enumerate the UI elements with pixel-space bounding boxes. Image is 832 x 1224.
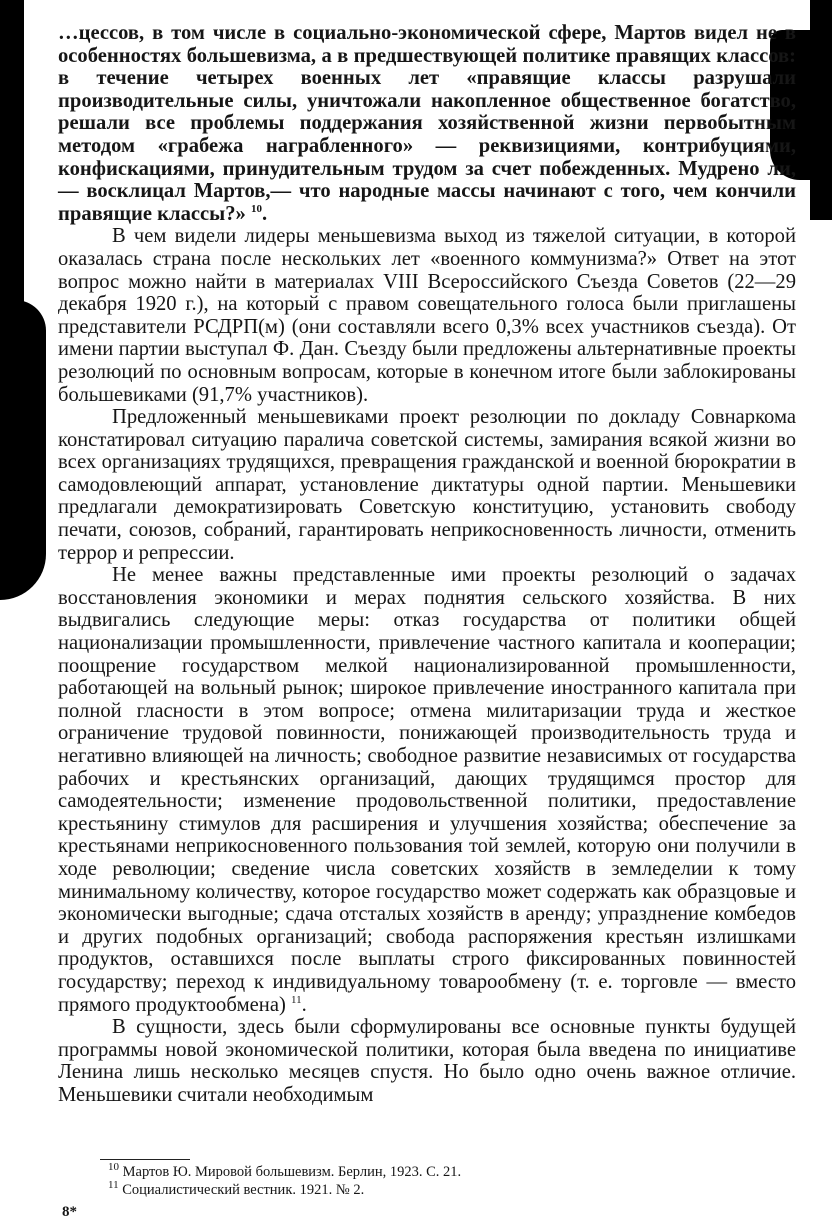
paragraph-5: В сущности, здесь были сформулированы все основные пункты будущей программы новой экономической политики, которая была введена по инициативе Ленина лишь несколько месяцев спустя. Но было одно очень важное отличие. Меньшевики считали необходимым	[58, 1016, 796, 1106]
scan-shadow-left	[0, 0, 24, 330]
scan-shadow-right	[810, 0, 832, 220]
paragraph-1: …цессов, в том числе в социально-экономической сфере, Мартов видел не в особенностях большевизма, а в предшествующей политике правящих классов: в течение четырех военных лет «правящие классы разрушали производительные силы, уничтожали накопленное общественное богатство, решали все проблемы поддержания хозяйственной жизни первобытным методом «грабежа награбленного» — реквизициями, контрибуциями, конфискациями, принудительным трудом за счет побежденных. Мудрено ли,— восклицал Мартов,— что народные массы начинают с того, чем кончили правящие классы?» $^{10}$.	[58, 22, 796, 225]
footnote-10: $^{10}$ Мартов Ю. Мировой большевизм. Берлин, 1923. С. 21.	[108, 1161, 462, 1180]
footnote-ref-10: 10	[250, 202, 262, 215]
scan-shadow-left-blot	[0, 300, 46, 600]
paragraph-3: Предложенный меньшевиками проект резолюции по докладу Совнаркома констатировал ситуацию паралича советской системы, замирания всякой жизни во всех организациях трудящихся, превращения гражданской и военной бюрократии в самодовлеющий аппарат, установление диктатуры одной партии. Меньшевики предлагали демократизировать Советскую конституцию, установить свободу печати, союзов, собраний, гарантировать неприкосновенность личности, отменить террор и репрессии.	[58, 406, 796, 564]
footnote-ref-11: 11	[290, 993, 302, 1006]
paragraph-2: В чем видели лидеры меньшевизма выход из тяжелой ситуации, в которой оказалась страна после нескольких лет «военного коммунизма?» Ответ на этот вопрос можно найти в материалах VIII Всероссийского Съезда Советов (22—29 декабря 1920 г.), на который с правом совещательного голоса были приглашены представители РСДРП(м) (они составляли всего 0,3% всех участников съезда). От имени партии выступал Ф. Дан. Съезду были предложены альтернативные проекты резолюций по основным вопросам, которые в конечном итоге были заблокированы большевиками (91,7% участников).	[58, 225, 796, 406]
paragraph-4: Не менее важны представленные ими проекты резолюций о задачах восстановления экономики и мерах поднятия сельского хозяйства. В них выдвигались следующие меры: отказ государства от политики общей национализации промышленности, привлечение частного капитала и кооперации; поощрение государством мелкой национализированной промышленности, работающей на вольный рынок; широкое привлечение иностранного капитала при полной гласности в этом вопросе; отмена милитаризации труда и жесткое ограничение трудовой повинности, понижающей производительность труда и негативно влияющей на личность; свободное развитие независимых от государства рабочих и крестьянских организаций, дающих трудящимся простор для самодеятельности; изменение продовольственной политики, предоставление крестьянину стимулов для расширения и улучшения хозяйства; обеспечение за крестьянами неприкосновенного пользования той землей, которую они получили в ходе революции; сведение числа советских хозяйств в земледелии к тому минимальному количеству, которое государство может содержать как образцовые и экономически выгодные; сдача отсталых хозяйств в аренду; упразднение комбедов и других подобных организаций; свобода распоряжения крестьян излишками продуктов, оставшихся после выплаты строго фиксированных повинностей государству; переход к индивидуальному товарообмену (т. е. торговле — вместо прямого продуктообмена) $^{11}$.	[58, 564, 796, 1016]
body-text	[58, 22, 796, 1107]
page-number: 8*	[62, 1204, 77, 1220]
footnotes	[108, 1163, 668, 1199]
footnote-11: $^{11}$ Социалистический вестник. 1921. № 2.	[108, 1179, 365, 1198]
footnote-rule	[100, 1159, 190, 1160]
